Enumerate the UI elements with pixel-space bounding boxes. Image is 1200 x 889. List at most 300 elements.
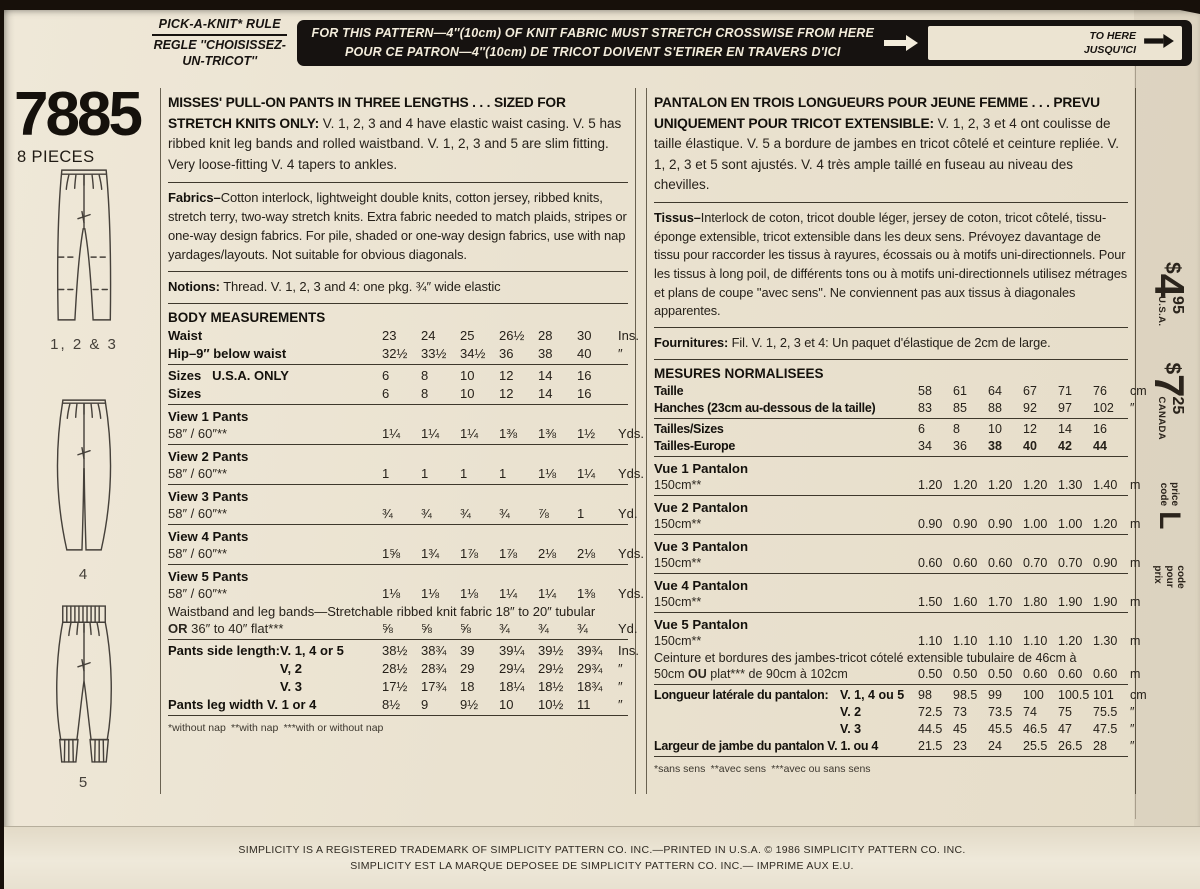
cell-value: 1.90 — [1058, 594, 1083, 609]
cell-value: 1¼ — [538, 585, 557, 601]
pants-view-5-figure — [10, 600, 158, 770]
unit-label: Ins. — [618, 327, 639, 343]
cell-value: 1.70 — [988, 594, 1013, 609]
price-canada-dollars: 7 — [1146, 374, 1194, 396]
row-separator — [654, 418, 1128, 419]
row-label: 150cm** — [654, 594, 702, 609]
arrow-right-icon — [884, 35, 918, 51]
table-section-header: MESURES NORMALISEES — [654, 365, 824, 381]
row-label-bold: OR — [168, 620, 188, 636]
pants-view-4-drawing — [28, 390, 140, 562]
cell-value: 40 — [577, 345, 592, 361]
cell-value: 29¼ — [499, 660, 525, 676]
row-separator — [168, 444, 628, 445]
cell-value: 97 — [1058, 400, 1072, 415]
cell-value: 1.60 — [953, 594, 978, 609]
fournitures-text: Fil. V. 1, 2, 3 et 4: Un paquet d'élastique de 2cm de large. — [728, 335, 1051, 351]
cell-value: 8½ — [382, 696, 401, 712]
row-label: Tailles-Europe — [654, 438, 736, 453]
cell-value: 1⅛ — [421, 585, 440, 601]
price-sidebar-rotated — [1139, 246, 1199, 720]
cell-value: 1¼ — [460, 425, 479, 441]
divider — [168, 182, 628, 183]
fabrics-label: Fabrics– — [168, 189, 221, 205]
cell-value: ¾ — [499, 505, 510, 521]
unit-label: m — [1130, 666, 1141, 681]
cell-value: 17½ — [382, 678, 408, 694]
cell-value: 0.90 — [953, 516, 978, 531]
copyright-line-fr: SIMPLICITY EST LA MARQUE DEPOSEE DE SIMPLICITY PATTERN CO. INC.— IMPRIME AUX E.U. — [350, 860, 854, 872]
yardage-charts — [160, 88, 1147, 794]
unit-label: m — [1130, 555, 1141, 570]
cell-value: 26.5 — [1058, 738, 1083, 753]
unit-label: cm — [1130, 687, 1147, 702]
row-separator — [168, 715, 628, 716]
cell-value: 25.5 — [1023, 738, 1048, 753]
row-separator — [168, 639, 628, 640]
french-column — [646, 88, 1147, 794]
cell-value: 44.5 — [918, 721, 943, 736]
code-pour-prix-label: code pour prix — [1152, 565, 1187, 589]
cell-value: ¾ — [577, 620, 588, 636]
unit-label: ″ — [618, 696, 623, 712]
cell-value: 1¼ — [421, 425, 440, 441]
cell-value: 1¼ — [577, 465, 596, 481]
cell-value: 38½ — [382, 642, 408, 658]
row-sub-label: V. 3 — [840, 721, 862, 736]
pattern-number: 7885 — [14, 80, 140, 149]
cell-value: 64 — [988, 383, 1002, 398]
price-sidebar — [1139, 246, 1199, 720]
cell-value: 1.20 — [1058, 633, 1083, 648]
cell-value: 1.20 — [918, 477, 943, 492]
unit-label: Yds. — [618, 585, 645, 601]
cell-value: 32½ — [382, 345, 408, 361]
cell-value: ¾ — [460, 505, 471, 521]
cell-value: 1 — [460, 465, 468, 481]
cell-value: 1.90 — [1093, 594, 1118, 609]
cell-value: 99 — [988, 687, 1002, 702]
cell-value: 14 — [538, 385, 553, 401]
cell-value: 38 — [988, 438, 1002, 453]
row-label: Sizes — [168, 385, 202, 401]
row-label: Longueur latérale du pantalon: — [654, 687, 829, 702]
table-row — [168, 619, 638, 637]
cell-value: 0.60 — [1058, 666, 1083, 681]
cell-value: 21.5 — [918, 738, 943, 753]
row-separator — [654, 612, 1128, 613]
cell-value: 1.30 — [1058, 477, 1083, 492]
cell-value: 0.50 — [988, 666, 1013, 681]
english-measurement-table — [168, 306, 645, 737]
cell-value: 6 — [918, 421, 925, 436]
row-label: 58″ / 60″** — [168, 505, 228, 521]
to-here-en: TO HERE — [1089, 29, 1136, 42]
cell-value: 47.5 — [1093, 721, 1118, 736]
cell-value: 14 — [538, 367, 553, 383]
cell-value: ¾ — [382, 505, 393, 521]
table-row — [168, 424, 645, 442]
cell-value: 1.20 — [953, 477, 978, 492]
cell-value: 0.90 — [1093, 555, 1118, 570]
row-label: 58″ / 60″** — [168, 545, 228, 561]
cell-value: 29¾ — [577, 660, 603, 676]
row-label — [654, 667, 918, 681]
unit-label: m — [1130, 594, 1141, 609]
divider — [168, 271, 628, 272]
row-label: 150cm** — [654, 555, 702, 570]
cell-value: 25 — [460, 327, 475, 343]
cell-value: ⅝ — [382, 620, 393, 636]
cell-value: 6 — [382, 367, 390, 383]
cell-value: 18 — [460, 678, 475, 694]
unit-label: m — [1130, 477, 1141, 492]
row-label-post: plat*** de 90cm à 102cm — [706, 666, 848, 681]
row-label-post: 36″ to 40″ flat*** — [187, 620, 284, 636]
row-title: Vue 1 Pantalon — [654, 460, 749, 476]
cell-value: 2⅛ — [538, 545, 557, 561]
cell-value: 0.50 — [918, 666, 943, 681]
table-note: Ceinture et bordures des jambes-tricot cótelé extensible tubulaire de 46cm à — [654, 650, 1077, 665]
table-row — [168, 544, 645, 562]
divider — [654, 327, 1128, 328]
cell-value: 1.30 — [1093, 633, 1118, 648]
cell-value: 1 — [382, 465, 390, 481]
cell-value: 18½ — [538, 678, 564, 694]
unit-label: ″ — [1130, 721, 1135, 736]
cell-value: 11 — [577, 696, 591, 712]
cell-value: 10 — [460, 385, 475, 401]
cell-value: 40 — [1023, 438, 1037, 453]
unit-label: cm — [1130, 383, 1147, 398]
table-row — [654, 720, 1135, 737]
cell-value: 36 — [499, 345, 514, 361]
cell-value: 9 — [421, 696, 429, 712]
row-title: Vue 2 Pantalon — [654, 499, 749, 515]
row-separator — [168, 524, 628, 525]
table-row — [168, 344, 628, 362]
cell-value: 8 — [421, 385, 429, 401]
cell-value: 1.20 — [988, 477, 1013, 492]
cell-value: 18¾ — [577, 678, 603, 694]
cell-value: 1⅞ — [460, 545, 479, 561]
cell-value: 1.10 — [953, 633, 978, 648]
tissus-text: Interlock de coton, tricot double léger, jersey de coton, tricot côtelé, tissu-éponge extensible, tricot extensible dans les deux sens. Prévoyez davantage de tissu pour raccorder les tissus à rayures, écossais ou à motifs uni-directionnels. Pour les tissus à long poil, de différents tons ou à motifs uni-directionnels utilisez métrages et plans de coupe ''avec sens''. Ne conviennent pas aux tissus à diagonales apparentes. — [654, 210, 1128, 319]
row-sub-label: V. 3 — [280, 678, 302, 694]
dollar-sign-icon: $ — [1161, 362, 1185, 375]
copyright-line-en: SIMPLICITY IS A REGISTERED TRADEMARK OF SIMPLICITY PATTERN CO. INC.—PRINTED IN U.S.A. © 1986 SIMPLICITY PATTERN CO. INC. — [238, 844, 966, 856]
cell-value: 12 — [1023, 421, 1037, 436]
cell-value: 23 — [382, 327, 397, 343]
row-label-bold: OU — [688, 666, 707, 681]
cell-value: 1.20 — [1023, 477, 1048, 492]
cell-value: 1⅛ — [538, 465, 557, 481]
view-4-label: 4 — [78, 566, 90, 583]
pick-a-knit-rule-label — [152, 17, 287, 70]
table-footnote: *sans sens **avec sens ***avec ou sans sens — [654, 762, 871, 775]
stretch-message — [311, 24, 874, 62]
unit-label: ″ — [618, 345, 623, 361]
pants-view-123-figure — [10, 160, 158, 332]
row-label: 58″ / 60″** — [168, 465, 228, 481]
unit-label: Ins. — [618, 642, 639, 658]
table-row — [654, 665, 1141, 682]
cell-value: 39¼ — [499, 642, 525, 658]
cell-value: 29 — [460, 660, 475, 676]
unit-label: ″ — [1130, 704, 1135, 719]
table-row — [168, 326, 639, 344]
cell-value: 0.60 — [953, 555, 978, 570]
cell-value: 1 — [499, 465, 507, 481]
cell-value: 24 — [421, 327, 436, 343]
table-row — [168, 677, 628, 695]
cell-value: ⅝ — [421, 620, 432, 636]
row-separator — [168, 564, 628, 565]
table-row — [168, 695, 628, 713]
cell-value: 10 — [460, 367, 475, 383]
cell-value: 1⅜ — [577, 585, 596, 601]
cell-value: 1.00 — [1023, 516, 1048, 531]
cell-value: 101 — [1093, 687, 1114, 702]
cell-value: 58 — [918, 383, 932, 398]
cell-value: 42 — [1058, 438, 1072, 453]
cell-value: 92 — [1023, 400, 1037, 415]
row-separator — [168, 404, 628, 405]
row-separator — [654, 495, 1128, 496]
divider — [654, 202, 1128, 203]
stretch-message-fr: POUR CE PATRON—4″(10cm) DE TRICOT DOIVENT S'ETIRER EN TRAVERS D'ICI — [344, 45, 841, 59]
cell-value: 14 — [1058, 421, 1072, 436]
cell-value: 28½ — [382, 660, 408, 676]
cell-value: 8 — [953, 421, 960, 436]
cell-value: 98.5 — [953, 687, 978, 702]
cell-value: 1⅞ — [499, 545, 518, 561]
price-code-value: L — [1153, 511, 1186, 530]
cell-value: 0.70 — [1023, 555, 1048, 570]
price-usa-cents: 95 — [1169, 296, 1187, 314]
cell-value: 0.60 — [988, 555, 1013, 570]
cell-value: 18¼ — [499, 678, 525, 694]
cell-value: 72.5 — [918, 704, 943, 719]
pants-view-4-figure — [10, 390, 158, 562]
cell-value: 2⅛ — [577, 545, 596, 561]
row-label: Taille — [654, 383, 684, 398]
table-row — [168, 366, 628, 384]
cell-value: 1 — [421, 465, 429, 481]
row-label: 150cm** — [654, 516, 702, 531]
row-sub-label: V. 2 — [840, 704, 862, 719]
dollar-sign-icon: $ — [1161, 262, 1185, 274]
tissus-label: Tissus– — [654, 210, 701, 226]
cell-value: ⅝ — [460, 620, 471, 636]
cell-value: 100.5 — [1058, 687, 1090, 702]
cell-value: 73.5 — [988, 704, 1013, 719]
cell-value: 45 — [953, 721, 967, 736]
cell-value: 83 — [918, 400, 932, 415]
table-row — [168, 504, 638, 522]
row-label: Pants leg width V. 1 or 4 — [168, 696, 317, 712]
cell-value: 1.20 — [1093, 516, 1118, 531]
pick-a-knit-rule-en: PICK-A-KNIT* RULE — [152, 17, 287, 37]
cell-value: 30 — [577, 327, 592, 343]
stretch-gauge-banner — [297, 20, 1192, 66]
cell-value: 1¼ — [382, 425, 401, 441]
row-separator — [168, 364, 628, 365]
title-french-rest: V. 1, 2, 3 et 4 ont coulisse de taille élastique. V. 5 a bordure de jambes en tricot côtelé et ceinture repliée. V. 1, 2, 3 et 5 sont ajustés. V. 4 très ample taillé en fuseau au niveau des chevilles. — [654, 115, 1120, 192]
row-separator — [654, 534, 1128, 535]
price-canada-region: CANADA — [1156, 396, 1168, 441]
cell-value: 1.00 — [1058, 516, 1083, 531]
cell-value: 1.10 — [1023, 633, 1048, 648]
unit-label: ″ — [1130, 400, 1135, 415]
cell-value: ¾ — [421, 505, 432, 521]
cell-value: 1.50 — [918, 594, 943, 609]
row-label: 150cm** — [654, 633, 702, 648]
cell-value: 39 — [460, 642, 475, 658]
divider — [654, 359, 1128, 360]
cell-value: 1⅝ — [382, 545, 401, 561]
cell-value: 38¾ — [421, 642, 447, 658]
cell-value: 1.10 — [918, 633, 943, 648]
unit-label: Yds. — [618, 425, 645, 441]
copyright-footer — [4, 826, 1200, 889]
cell-value: 1⅜ — [499, 425, 518, 441]
cell-value: 45.5 — [988, 721, 1013, 736]
row-title: View 1 Pants — [168, 408, 249, 424]
tissus-paragraph — [654, 209, 1128, 321]
unit-label: ″ — [1130, 738, 1135, 753]
to-here-label — [1084, 29, 1136, 57]
cell-value: 24 — [988, 738, 1002, 753]
arrow-right-icon — [1144, 34, 1174, 53]
cell-value: 33½ — [421, 345, 447, 361]
cell-value: 28 — [1093, 738, 1107, 753]
view-123-label: 1, 2 & 3 — [50, 336, 118, 353]
cell-value: ¾ — [538, 620, 549, 636]
price-canada — [1146, 362, 1194, 441]
cell-value: 16 — [1093, 421, 1107, 436]
row-label-pre: 50cm — [654, 666, 689, 681]
unit-label: Yd. — [618, 620, 638, 636]
price-usa-dollars: 4 — [1146, 273, 1194, 296]
cell-value: 26½ — [499, 327, 525, 343]
table-row — [654, 554, 1141, 571]
table-row — [168, 464, 645, 482]
cell-value: 67 — [1023, 383, 1037, 398]
row-label: Hanches (23cm au-dessous de la taille) — [654, 400, 876, 415]
cell-value: 23 — [953, 738, 967, 753]
cell-value: 10½ — [538, 696, 564, 712]
cell-value: 9½ — [460, 696, 479, 712]
cell-value: 1½ — [577, 425, 596, 441]
divider — [168, 303, 628, 304]
row-label: Sizes U.S.A. ONLY — [168, 367, 289, 383]
cell-value: 1¼ — [499, 585, 518, 601]
pants-view-123-drawing — [28, 160, 140, 332]
table-row — [654, 382, 1147, 399]
cell-value: 0.60 — [1093, 666, 1118, 681]
row-label: 58″ / 60″** — [168, 585, 228, 601]
table-row — [654, 593, 1141, 610]
row-title: View 4 Pants — [168, 528, 249, 544]
table-row — [654, 437, 1128, 454]
row-title: View 3 Pants — [168, 488, 249, 504]
cell-value: 0.60 — [1023, 666, 1048, 681]
cell-value: 0.90 — [918, 516, 943, 531]
unit-label: ″ — [618, 678, 623, 694]
pick-a-knit-banner — [152, 16, 1192, 70]
unit-label: m — [1130, 516, 1141, 531]
cell-value: 10 — [499, 696, 514, 712]
row-sub-label: V. 1, 4 ou 5 — [840, 687, 905, 702]
fabrics-text: Cotton interlock, lightweight double knits, cotton jersey, ribbed knits, stretch terry, two-way stretch knits. Extra fabric needed to match plaids, stripes or one-way design fabrics. For pile, shaded or one-way design fabrics, use with nap yardages/layouts. Not suitable for obvious diagonals. — [168, 189, 627, 262]
cell-value: 8 — [421, 367, 429, 383]
table-row — [654, 420, 1128, 437]
cell-value: 85 — [953, 400, 967, 415]
cell-value: 1⅛ — [460, 585, 479, 601]
row-sub-label: V, 2 — [280, 660, 302, 676]
cell-value: 61 — [953, 383, 967, 398]
cell-value: 46.5 — [1023, 721, 1048, 736]
cell-value: 36 — [953, 438, 967, 453]
title-french-bold: PANTALON EN TROIS LONGUEURS POUR JEUNE FEMME . . . PREVU UNIQUEMENT POUR TRICOT EXTENSIBLE: — [654, 95, 1100, 131]
cell-value: 71 — [1058, 383, 1072, 398]
cell-value: 12 — [499, 367, 514, 383]
row-title: Vue 4 Pantalon — [654, 577, 749, 593]
row-label: Hip–9″ below waist — [168, 345, 287, 361]
cell-value: ⅞ — [538, 505, 549, 521]
table-row — [654, 686, 1147, 703]
cell-value: 34 — [918, 438, 932, 453]
french-measurement-table — [654, 362, 1147, 778]
title-english-rest: V. 1, 2, 3 and 4 have elastic waist casing. V. 5 has ribbed knit leg bands and rolled waistband. V. 1, 2, 3 and 5 are slim fitting. Very loose-fitting V. 4 tapers to ankles. — [168, 115, 622, 172]
stretch-message-en: FOR THIS PATTERN—4″(10cm) OF KNIT FABRIC MUST STRETCH CROSSWISE FROM HERE — [311, 26, 874, 41]
row-separator — [654, 573, 1128, 574]
table-row — [654, 703, 1135, 720]
row-title: Vue 5 Pantalon — [654, 616, 749, 632]
price-usa — [1146, 262, 1194, 327]
row-separator — [654, 456, 1128, 457]
notions-text: Thread. V. 1, 2, 3 and 4: one pkg. ¾″ wide elastic — [219, 278, 501, 294]
row-label: Largeur de jambe du pantalon V. 1. ou 4 — [654, 738, 878, 753]
price-code — [1154, 476, 1184, 529]
pants-view-5-drawing — [28, 600, 140, 770]
table-row — [654, 399, 1135, 416]
table-note: Waistband and leg bands—Stretchable ribbed knit fabric 18″ to 20″ tubular — [168, 603, 596, 619]
title-english — [168, 93, 628, 175]
row-separator — [168, 484, 628, 485]
row-sub-label: V. 1, 4 or 5 — [280, 642, 344, 658]
row-label: Pants side length: — [168, 642, 280, 658]
fabrics-paragraph — [168, 189, 628, 265]
cell-value: 47 — [1058, 721, 1072, 736]
cell-value: 0.50 — [953, 666, 978, 681]
cell-value: 0.70 — [1058, 555, 1083, 570]
title-french — [654, 93, 1128, 195]
row-label — [168, 621, 382, 636]
cell-value: 34½ — [460, 345, 486, 361]
cell-value: 29½ — [538, 660, 564, 676]
stretch-gauge-window — [928, 26, 1182, 60]
cell-value: 16 — [577, 385, 592, 401]
table-row — [654, 737, 1135, 754]
price-code-label: price code — [1158, 482, 1181, 507]
cell-value: 74 — [1023, 704, 1037, 719]
row-title: Vue 3 Pantalon — [654, 538, 749, 554]
notions-label: Notions: — [168, 278, 220, 294]
price-canada-cents: 25 — [1169, 396, 1187, 415]
english-column — [160, 88, 645, 794]
